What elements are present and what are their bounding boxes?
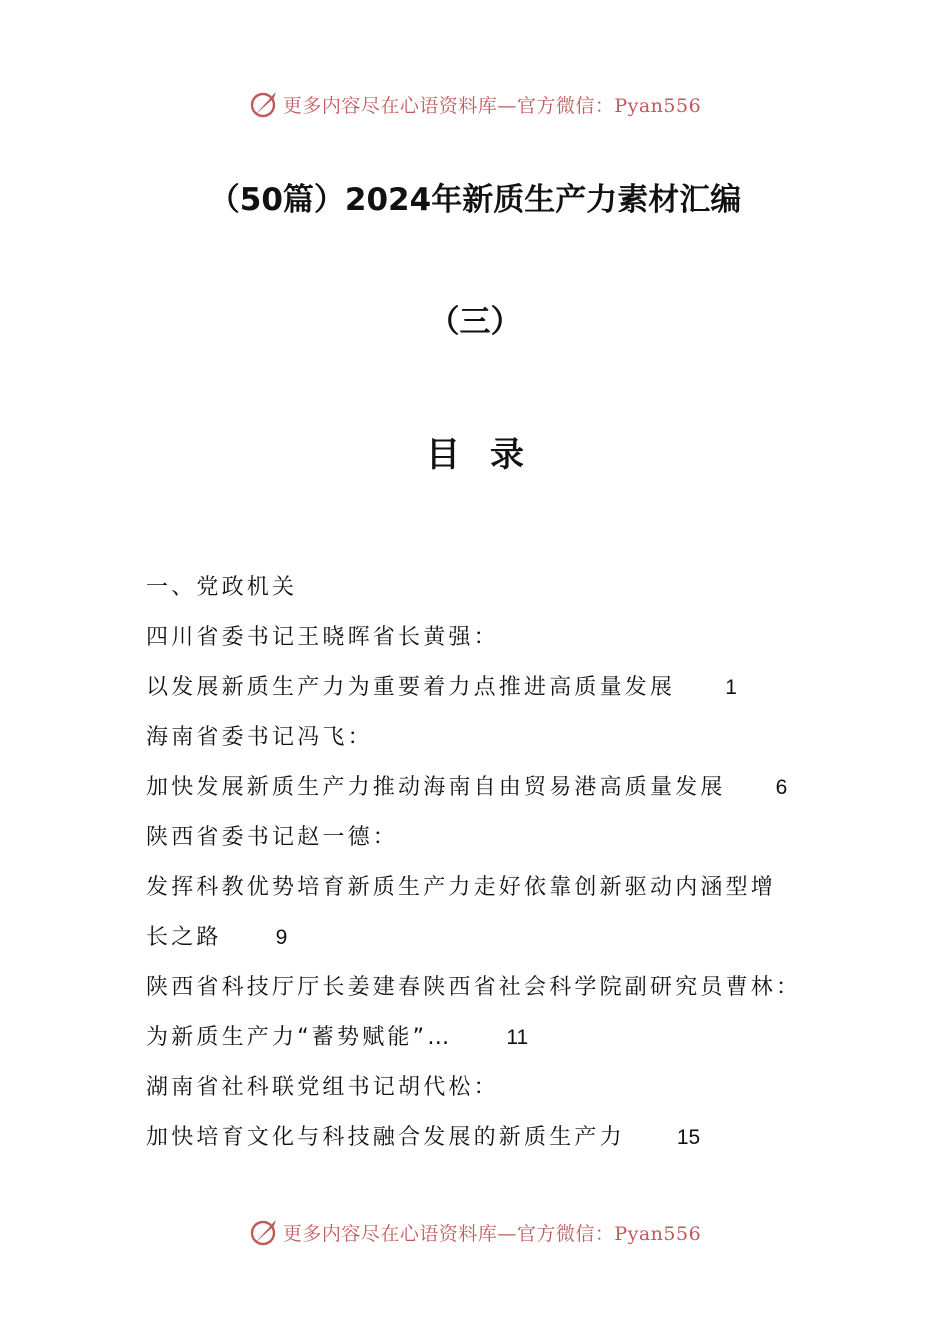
toc-entry-author: 陕西省科技厅厅长姜建春陕西省社会科学院副研究员曹林：: [146, 975, 802, 1000]
toc-entry-title: 发挥科教优势培育新质生产力走好依靠创新驱动内涵型增: [146, 875, 777, 900]
table-of-contents: [146, 563, 826, 1163]
watermark-text: 更多内容尽在心语资料库—官方微信：Pyan556: [282, 1222, 702, 1245]
document-subtitle: （三）: [428, 304, 522, 340]
toc-entry-title: 加快发展新质生产力推动海南自由贸易港高质量发展: [146, 775, 726, 800]
toc-entry-page: 15: [676, 1126, 701, 1149]
watermark-banner-top: [0, 84, 950, 124]
toc-entry[interactable]: [146, 863, 826, 913]
toc-heading: 目录: [426, 435, 554, 475]
toc-entry-page: 1: [725, 676, 737, 699]
document-title: （50篇）2024年新质生产力素材汇编: [208, 182, 742, 218]
watermark-text: 更多内容尽在心语资料库—官方微信：Pyan556: [282, 94, 702, 117]
toc-entry-title-continued: 长之路: [146, 925, 222, 950]
quill-logo-icon: [249, 89, 279, 119]
toc-entry[interactable]: [146, 1113, 826, 1163]
toc-entry-author: 四川省委书记王晓晖省长黄强：: [146, 625, 499, 650]
toc-entry-page: 11: [506, 1026, 529, 1049]
watermark-banner-bottom: [0, 1212, 950, 1252]
toc-entry-title: 为新质生产力“蓄势赋能”…: [146, 1025, 453, 1050]
quill-logo-icon: [249, 1217, 279, 1247]
toc-entry-author: 陕西省委书记赵一德：: [146, 825, 399, 850]
toc-entry-continuation[interactable]: [146, 913, 826, 963]
toc-entry[interactable]: [146, 763, 826, 813]
toc-entry-author: 湖南省社科联党组书记胡代松：: [146, 1075, 499, 1100]
toc-entry-title: 加快培育文化与科技融合发展的新质生产力: [146, 1125, 625, 1150]
toc-entry-page: 9: [275, 926, 288, 949]
toc-entry-title: 以发展新质生产力为重要着力点推进高质量发展: [146, 675, 676, 700]
toc-section-heading: 一、党政机关: [146, 575, 298, 600]
toc-entry[interactable]: [146, 1013, 826, 1063]
toc-entry-page: 6: [775, 776, 788, 799]
toc-entry-author: 海南省委书记冯飞：: [146, 725, 373, 750]
toc-entry[interactable]: [146, 663, 826, 713]
